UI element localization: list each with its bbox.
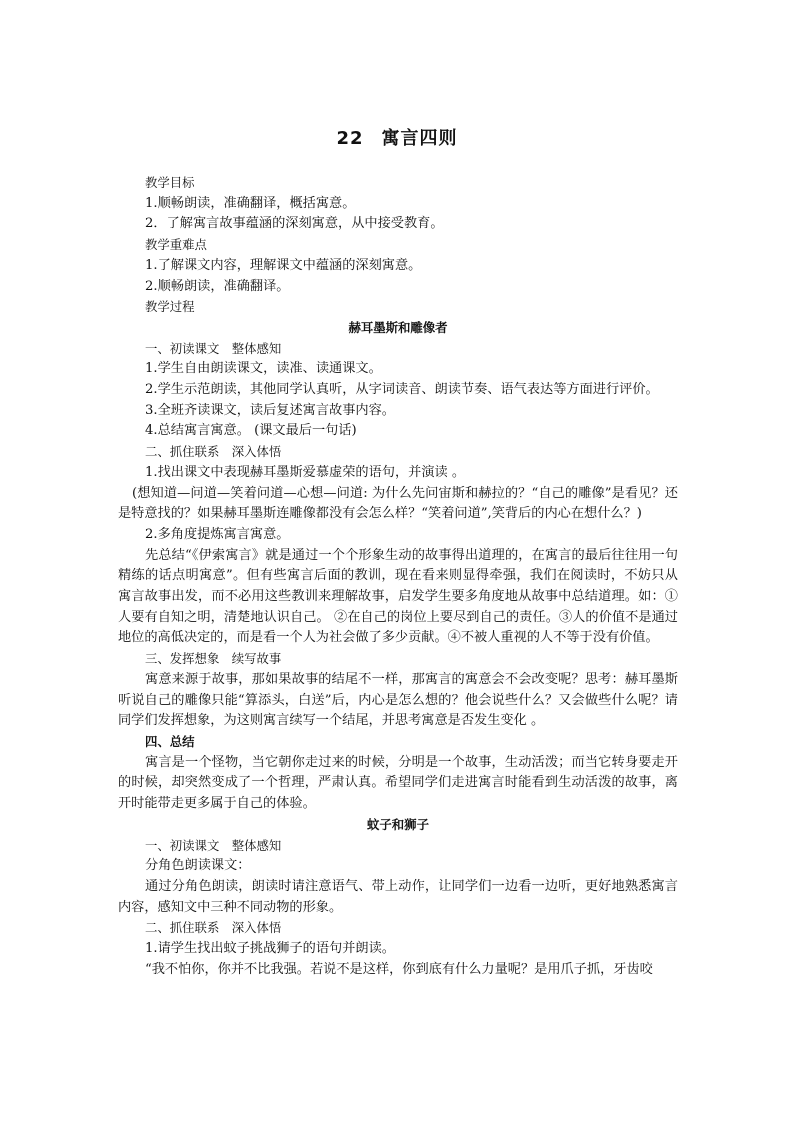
- lesson-title: 蚊子和狮子: [367, 816, 429, 832]
- paragraph: 通过分角色朗读，朗读时请注意语气、带上动作，让同学们一边看一边听，更好地熟悉寓言内容，感知文中三种不同动物的形象。: [118, 878, 678, 915]
- section-heading: 一、初读课文 整体感知: [145, 340, 282, 356]
- title-number: 22: [336, 128, 364, 149]
- paragraph: 3.全班齐读课文，读后复述寓言故事内容。: [145, 402, 395, 418]
- paragraph: 2.学生示范朗读，其他同学认真听，从字词读音、朗读节奏、语气表达等方面进行评价。: [145, 382, 659, 398]
- paragraph: 寓言是一个怪物，当它朝你走过来的时候，分明是一个故事，生动活泼；而当它转身要走开的时候，却突然变成了一个哲理，严肃认真。希望同学们走进寓言时能看到生动活泼的故事，离开时能带走更多属于自己的体验。: [118, 754, 678, 812]
- lesson-title: 赫耳墨斯和雕像者: [348, 319, 448, 335]
- paragraph: 1.了解课文内容，理解课文中蕴涵的深刻寓意。: [145, 257, 422, 273]
- section-heading: 二、抓住联系 深入体悟: [145, 444, 282, 460]
- section-heading: 教学过程: [145, 299, 195, 315]
- paragraph: 2.多角度提炼寓言寓意。: [145, 526, 290, 542]
- section-heading: 一、初读课文 整体感知: [145, 837, 282, 853]
- section-heading: 二、抓住联系 深入体悟: [145, 920, 282, 936]
- paragraph: 1.学生自由朗读课文，读准、读通课文。: [145, 361, 382, 377]
- paragraph: 4.总结寓言寓意。 (课文最后一句话): [145, 423, 357, 439]
- paragraph: “我不怕你，你并不比我强。若说不是这样，你到底有什么力量呢？是用爪子抓，牙齿咬: [145, 961, 653, 977]
- title-text: 寓言四则: [381, 128, 458, 149]
- section-heading: 教学目标: [145, 175, 195, 190]
- paragraph: 分角色朗读课文：: [145, 858, 251, 874]
- paragraph: 寓意来源于故事，那如果故事的结尾不一样，那寓言的寓意会不会改变呢？思考：赫耳墨斯听说自己的雕像只能“算添头，白送”后，内心是怎么想的？他会说些什么？又会做些什么呢？请同学们发挥想象，为这则寓言续写一个结尾，并思考寓意是否发生变化 。: [118, 671, 678, 729]
- paragraph: 先总结“《伊索寓言》就是通过一个个形象生动的故事得出道理的，在寓言的最后往往用一句精练的话点明寓意”。但有些寓言后面的教训，现在看来则显得牵强，我们在阅读时，不妨只从寓言故事出发，而不必用这些教训来理解故事，启发学生要多角度地从故事中总结道理。如：①人要有自知之明，清楚地认识自己。 ②在自己的岗位上要尽到自己的责任。③人的价值不是通过地位的高低决定的，而是看一个人为社会做了多少贡献。④不被人重视的人不等于没有价值。: [118, 547, 678, 646]
- section-heading: 教学重难点: [145, 237, 207, 253]
- paragraph: 1.顺畅朗读，准确翻译，概括寓意。: [145, 195, 356, 211]
- page-title: [0, 124, 794, 150]
- document-body: [118, 173, 678, 980]
- section-heading: 四、总结: [145, 733, 195, 749]
- paragraph: 2．了解寓言故事蕴涵的深刻寓意，从中接受教育。: [145, 216, 444, 232]
- paragraph: (想知道—问道—笑着问道—心想—问道: 为什么先问宙斯和赫拉的？“自己的雕像”是看见？还是特意找的？如果赫耳墨斯连雕像都没有会怎么样？“笑着问道”,笑背后的内心在想什么？): [118, 485, 678, 522]
- paragraph: 2.顺畅朗读，准确翻译。: [145, 278, 290, 294]
- paragraph: 1.找出课文中表现赫耳墨斯爱慕虚荣的语句，并演读 。: [145, 464, 466, 480]
- section-heading: 三、发挥想象 续写故事: [145, 651, 282, 667]
- paragraph: 1.请学生找出蚊子挑战狮子的语句并朗读。: [145, 941, 395, 957]
